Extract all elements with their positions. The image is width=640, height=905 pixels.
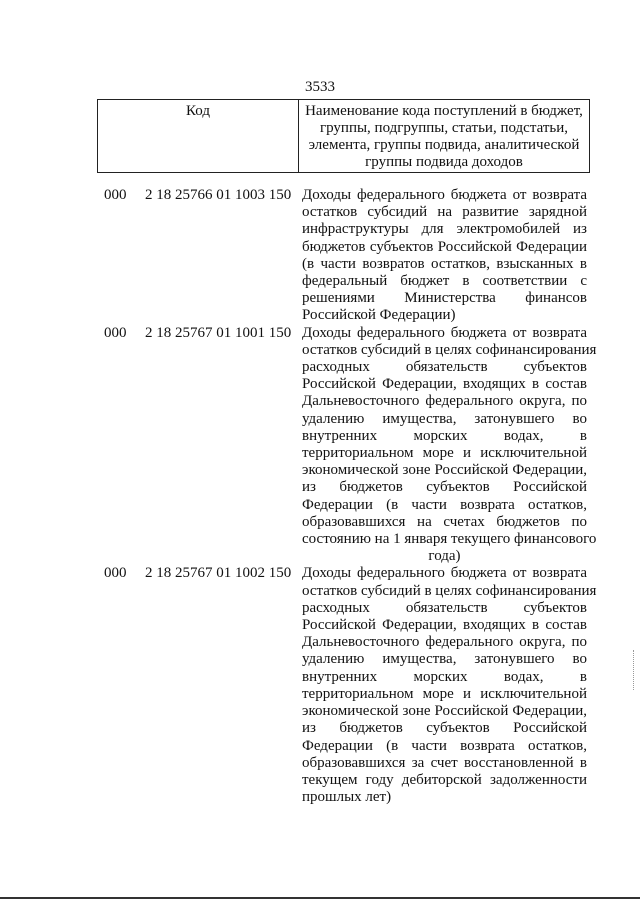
- description-line: внутренних морских водах, в: [302, 427, 587, 444]
- description-line: из бюджетов субъектов Российской: [302, 479, 587, 496]
- header-name-line: элемента, группы подвида, аналитической: [308, 137, 580, 153]
- description-line: Доходы федерального бюджета от возврата: [302, 324, 587, 341]
- description-line: Дальневосточного федерального округа, по: [302, 393, 587, 410]
- description-line: образовавшихся за счет восстановленной в: [302, 754, 587, 771]
- description-line: Российской Федерации, входящих в состав: [302, 376, 587, 393]
- admin-code: 000: [104, 324, 127, 341]
- description-line: Федерации (в части возврата остатков,: [302, 737, 587, 754]
- description-line: территориальном море и исключительной: [302, 685, 587, 702]
- description-line: Доходы федерального бюджета от возврата: [302, 187, 587, 203]
- description-line: Дальневосточного федерального округа, по: [302, 634, 587, 651]
- description-line: Российской Федерации, входящих в состав: [302, 617, 587, 634]
- table-row: [0, 325, 640, 566]
- description-line: года): [428, 548, 461, 565]
- description-line: остатков субсидий на развитие зарядной: [302, 204, 587, 221]
- description-line: (в части возвратов остатков, взысканных в: [302, 255, 587, 272]
- header-code-column: Код: [98, 100, 299, 172]
- income-code: 2 18 25767 01 1001 150: [145, 324, 292, 341]
- header-name-column: [299, 100, 589, 172]
- header-name-line: группы, подгруппы, статьи, подстатьи,: [319, 120, 569, 136]
- description-line: инфраструктуры для электромобилей из: [302, 221, 587, 238]
- description-line: прошлых лет): [302, 789, 392, 806]
- admin-code: 000: [104, 187, 127, 203]
- description-line: Федерации (в части возврата остатков,: [302, 496, 587, 513]
- description-line: бюджетов субъектов Российской Федерации: [302, 238, 587, 255]
- description-line: федеральный бюджет в соответствии с: [302, 273, 587, 290]
- description-line: решениями Министерства финансов: [302, 290, 587, 307]
- header-name-line: Наименование кода поступлений в бюджет,: [305, 103, 583, 119]
- header-name-line: группы подвида доходов: [365, 154, 523, 170]
- income-description: [302, 565, 597, 806]
- table-row: [0, 187, 640, 325]
- description-line: удалению имущества, затонувшего во: [302, 410, 587, 427]
- description-line: расходных обязательств субъектов: [302, 359, 587, 376]
- description-line: состоянию на 1 января текущего финансового: [302, 531, 597, 548]
- description-line: остатков субсидий в целях софинансирования: [302, 341, 597, 358]
- description-line: территориальном море и исключительной: [302, 445, 587, 462]
- income-description: [302, 324, 597, 566]
- description-line: Доходы федерального бюджета от возврата: [302, 565, 587, 582]
- description-line: Российской Федерации): [302, 307, 456, 324]
- income-code: 2 18 25767 01 1002 150: [145, 565, 292, 582]
- admin-code: 000: [104, 565, 127, 582]
- income-code: 2 18 25766 01 1003 150: [145, 187, 292, 203]
- description-line: текущем году дебиторской задолженности: [302, 771, 587, 788]
- description-line: остатков субсидий в целях софинансирования: [302, 582, 597, 599]
- page-number: 3533: [305, 79, 335, 95]
- scan-bottom-border: [0, 897, 640, 899]
- table-row: [0, 565, 640, 806]
- description-line: образовавшихся на счетах бюджетов по: [302, 513, 587, 530]
- description-line: удалению имущества, затонувшего во: [302, 651, 587, 668]
- description-line: экономической зоне Российской Федерации,: [302, 703, 587, 720]
- table-header: [97, 99, 590, 173]
- description-line: расходных обязательств субъектов: [302, 599, 587, 616]
- scan-edge-mark: [633, 650, 640, 690]
- description-line: внутренних морских водах, в: [302, 668, 587, 685]
- income-code-list: [0, 187, 640, 806]
- description-line: из бюджетов субъектов Российской: [302, 720, 587, 737]
- income-description: [302, 187, 587, 325]
- description-line: экономической зоне Российской Федерации,: [302, 462, 587, 479]
